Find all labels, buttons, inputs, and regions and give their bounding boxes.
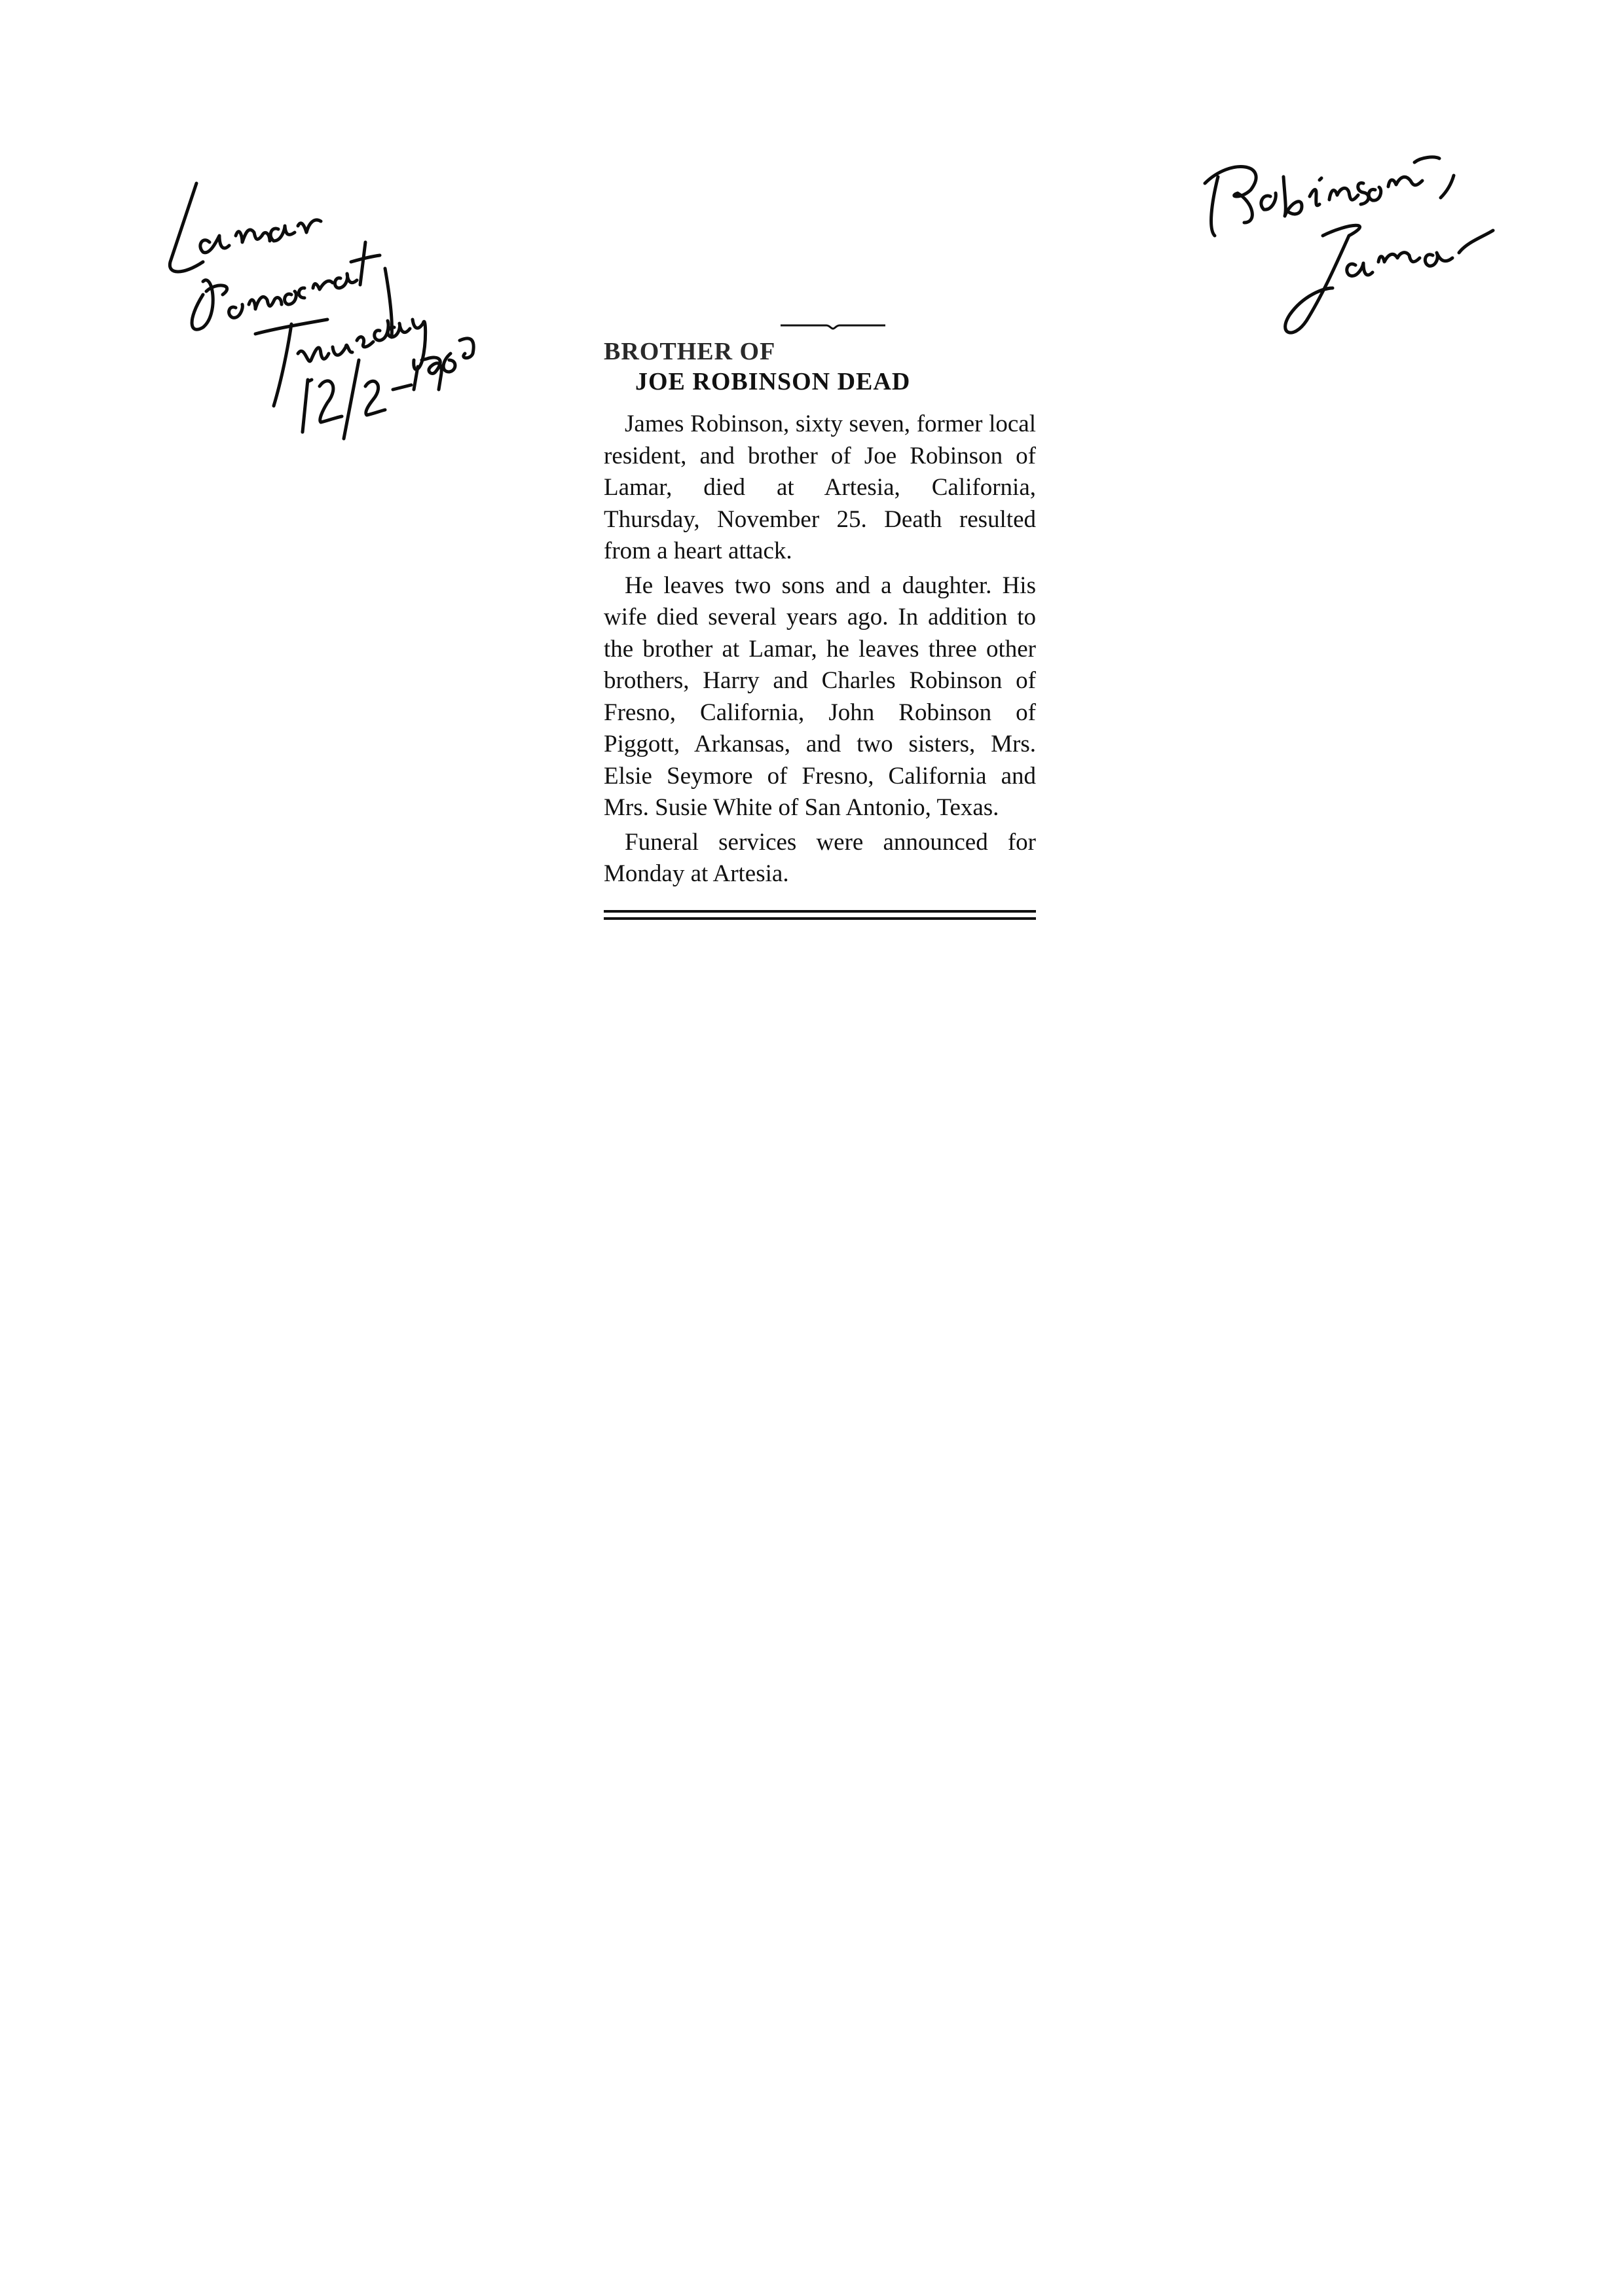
headline-line-2: JOE ROBINSON DEAD <box>635 368 911 395</box>
handwriting-left-image <box>157 164 550 458</box>
newspaper-clipping <box>604 321 1036 924</box>
handwriting-right-image <box>1192 124 1585 360</box>
article-body <box>604 409 1036 890</box>
headline-line-1: BROTHER OF <box>604 338 776 365</box>
article-paragraph-3: Funeral services were announced for Monday at Artesia. <box>604 828 1036 887</box>
article-paragraph-1: James Robinson, sixty seven, former local resident, and brother of Joe Robinson of Lamar, died at Artesia, California, Thursday, November 25. Death resulted from a heart attack. <box>604 410 1036 564</box>
handwritten-name-note <box>1192 124 1585 360</box>
article-paragraph-2: He leaves two sons and a daughter. His wife died several years ago. In addition to the brother at Lamar, he leaves three other brothers, Harry and Charles Robinson of Fresno, California, John Robinson of Piggott, Arkansas, and two sisters, Mrs. Elsie Seymore of Fresno, California and Mrs. Susie White of San Antonio, Texas. <box>604 572 1036 821</box>
decorative-top-rule <box>777 321 889 330</box>
handwritten-source-note <box>157 164 550 458</box>
headline <box>604 337 1036 397</box>
double-bottom-rule <box>604 910 1036 920</box>
